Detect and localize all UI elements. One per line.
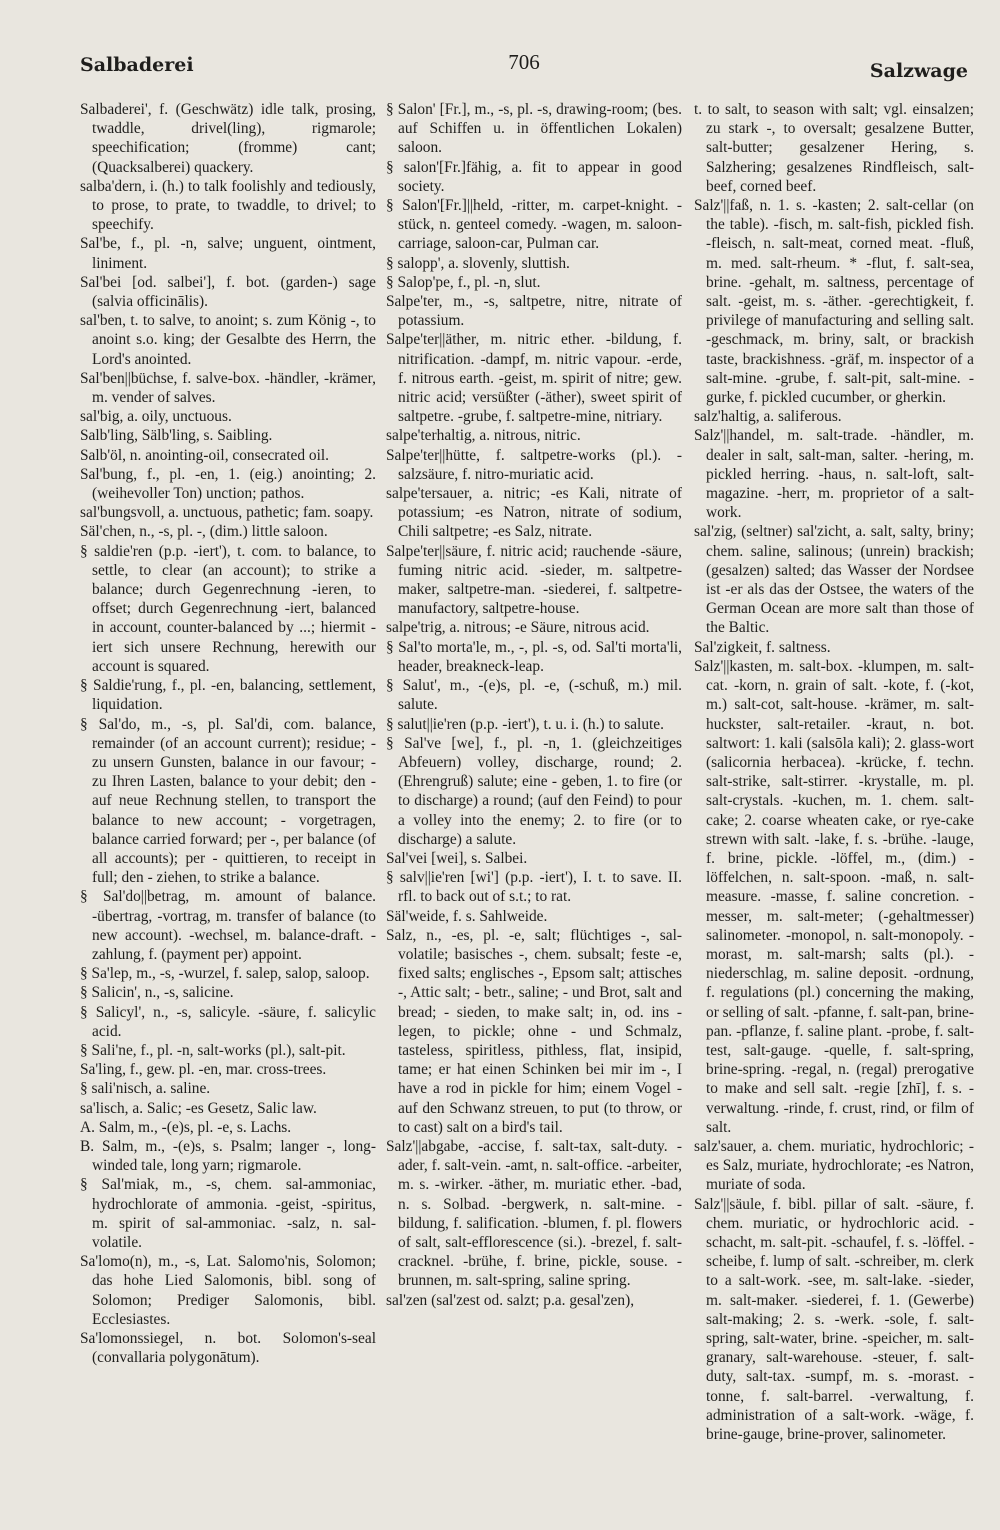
dictionary-entry: Sal'bung, f., pl. -en, 1. (eig.) anointing; 2. (weihevoller Ton) unction; pathos. bbox=[80, 465, 376, 503]
dictionary-entry: salpe'trig, a. nitrous; -e Säure, nitrous acid. bbox=[386, 619, 650, 637]
dictionary-entry: Sa'ling, f., gew. pl. -en, mar. cross-trees. bbox=[80, 1061, 327, 1079]
dictionary-entry: salz'haltig, a. saliferous. bbox=[694, 408, 842, 426]
dictionary-entry: Sal'bei [od. salbei'], f. bot. (garden-) sage (salvia officinālis). bbox=[80, 273, 376, 311]
dictionary-entry: § Salicin', n., -s, salicine. bbox=[80, 984, 234, 1002]
dictionary-entry: § salopp', a. slovenly, sluttish. bbox=[386, 254, 570, 272]
dictionary-entry: Salbaderei', f. (Geschwätz) idle talk, prosing, twaddle, drivel(ling), rigmarole; speechification; (fromme) cant; (Quacksalberei) quackery. bbox=[80, 101, 376, 176]
dictionary-entry: § Sali'ne, f., pl. -n, salt-works (pl.), salt-pit. bbox=[80, 1041, 346, 1059]
dictionary-entry: salpe'tersauer, a. nitric; -es Kali, nitrate of potassium; -es Natron, nitrate of sodium, Chili saltpetre; -es Salz, nitrate. bbox=[386, 485, 682, 541]
dictionary-entry: salz'sauer, a. chem. muriatic, hydrochloric; -es Salz, muriate, hydrochlorate; -es Natron, muriate of soda. bbox=[694, 1137, 974, 1194]
dictionary-entry: Säl'chen, n., -s, pl. -, (dim.) little saloon. bbox=[80, 523, 328, 541]
dictionary-entry: Salpe'ter||säure, f. nitric acid; rauchende -säure, fuming nitric acid. -sieder, m. saltpetre-maker, saltpetre-man. -siederei, f. saltpetre-manufactory, saltpetre-house. bbox=[386, 542, 682, 618]
page-header bbox=[80, 50, 968, 86]
dictionary-entry: Salpe'ter||hütte, f. saltpetre-works (pl.). -salzsäure, f. nitro-muriatic acid. bbox=[386, 446, 682, 483]
dictionary-entry: t. to salt, to season with salt; vgl. einsalzen; zu stark -, to oversalt; gesalzene Butter, salt-butter; gesalzener Hering, s. Salzhering; gesalzenes Rindfleisch, salt-beef, corned beef. bbox=[694, 101, 974, 195]
header-right-guide-word: Salzwage bbox=[869, 60, 968, 82]
dictionary-entry: § Sal'to morta'le, m., -, pl. -s, od. Sal'ti morta'li, header, breakneck-leap. bbox=[386, 638, 682, 675]
column-3 bbox=[694, 100, 974, 1444]
dictionary-entry: § Salicyl', n., -s, salicyle. -säure, f. salicylic acid. bbox=[80, 1003, 376, 1040]
dictionary-entry: sal'ben, t. to salve, to anoint; s. zum König -, to anoint s.o. king; der Gesalbte des Herrn, the Lord's anointed. bbox=[80, 312, 376, 368]
dictionary-entry: sa'lisch, a. Salic; -es Gesetz, Salic law. bbox=[80, 1099, 317, 1117]
dictionary-entry: § sali'nisch, a. saline. bbox=[80, 1080, 211, 1098]
dictionary-entry: sal'big, a. oily, unctuous. bbox=[80, 408, 232, 426]
dictionary-entry: Sal'vei [wei], s. Salbei. bbox=[386, 849, 528, 867]
dictionary-entry: § Sal'do, m., -s, pl. Sal'di, com. balance, remainder (of an account current); residue; - zu unsern Gunsten, balance in our favour; - zu Ihren Lasten, balance to your debit; den - auf neue Rechnung stellen, to transport the balance to new account; - vorgetragen, balance carried forward; per -, per balance (of all accounts); per - quittieren, to receipt in full; den - ziehen, to strike a balance. bbox=[80, 715, 376, 887]
dictionary-entry: § Saldie'rung, f., pl. -en, balancing, settlement, liquidation. bbox=[80, 677, 376, 714]
page-number: 706 bbox=[508, 50, 540, 74]
dictionary-entry: § Salon'[Fr.]||held, -ritter, m. carpet-knight. -stück, n. genteel comedy. -wagen, m. saloon-carriage, saloon-car, Pulman car. bbox=[386, 197, 682, 253]
dictionary-entry: sal'zig, (seltner) sal'zicht, a. salt, salty, briny; chem. saline, salinous; (unrein) brackish; (gesalzen) salted; das Wasser der Nordsee ist -er als das der Ostsee, the waters of the German Ocean are more salt than those of the Baltic. bbox=[694, 523, 974, 637]
dictionary-entry: salba'dern, i. (h.) to talk foolishly and tediously, to prose, to prate, to twaddle, to drivel; to speechify. bbox=[80, 177, 376, 234]
dictionary-entry: § Salon' [Fr.], m., -s, pl. -s, drawing-room; (bes. auf Schiffen u. in öffentlichen Lokalen) saloon. bbox=[386, 101, 682, 157]
dictionary-entry: Sal'ben||büchse, f. salve-box. -händler, -krämer, m. vender of salves. bbox=[80, 369, 376, 407]
dictionary-entry: Salpe'ter, m., -s, saltpetre, nitre, nitrate of potassium. bbox=[386, 293, 682, 330]
dictionary-entry: salpe'terhaltig, a. nitrous, nitric. bbox=[386, 427, 581, 445]
dictionary-entry: § Sal'miak, m., -s, chem. sal-ammoniac, hydrochlorate of ammonia. -geist, -spiritus, m. spirit of sal-ammoniac. -salz, n. sal-volatile. bbox=[80, 1176, 376, 1251]
dictionary-entry: § salut||ie'ren (p.p. -iert'), t. u. i. (h.) to salute. bbox=[386, 715, 664, 733]
header-left-guide-word: Salbaderei bbox=[80, 54, 194, 76]
dictionary-entry: Sa'lomonssiegel, n. bot. Solomon's-seal (convallaria polygonātum). bbox=[80, 1330, 376, 1367]
dictionary-entry: § Sal'do||betrag, m. amount of balance. -übertrag, -vortrag, m. transfer of balance (to new account). -wechsel, m. balance-draft. -zahlung, f. (payment per) appoint. bbox=[80, 888, 376, 963]
dictionary-entry: Salz'||handel, m. salt-trade. -händler, m. dealer in salt, salt-man, salter. -hering, m. pickled herring. -haus, n. salt-loft, salt-magazine. -herr, m. proprietor of a salt-work. bbox=[694, 427, 974, 522]
dictionary-entry: A. Salm, m., -(e)s, pl. -e, s. Lachs. bbox=[80, 1118, 292, 1136]
dictionary-entry: B. Salm, m., -(e)s, s. Psalm; langer -, long-winded tale, long yarn; rigmarole. bbox=[80, 1137, 376, 1175]
column-1 bbox=[80, 100, 376, 1367]
dictionary-entry: § Salut', m., -(e)s, pl. -e, (-schuß, m.) mil. salute. bbox=[386, 677, 682, 714]
dictionary-entry: Salz'||faß, n. 1. s. -kasten; 2. salt-cellar (on the table). -fisch, m. salt-fish, pickled fish. -fleisch, n. salt-meat, corned meat. -fluß, m. med. salt-rheum. * -flut, f. salt-sea, brine. -gehalt, m. saltness, percentage of salt. -geist, m. s. -äther. -gerechtigkeit, f. privilege of manufacturing and selling salt. -geschmack, m. briny, salt, or brackish taste, brackishness. -gräf, m. inspector of a salt-mine. -grube, f. salt-pit, salt-mine. -gurke, f. pickled cucumber, or gherkin. bbox=[694, 197, 974, 407]
dictionary-entry: Salb'öl, n. anointing-oil, consecrated oil. bbox=[80, 446, 329, 464]
dictionary-entry: Sal'zigkeit, f. saltness. bbox=[694, 638, 831, 656]
dictionary-entry: § salon'[Fr.]fähig, a. fit to appear in good society. bbox=[386, 158, 682, 195]
dictionary-entry: sal'bungsvoll, a. unctuous, pathetic; fam. soapy. bbox=[80, 504, 374, 522]
dictionary-entry: Salz'||abgabe, -accise, f. salt-tax, salt-duty. -ader, f. salt-vein. -amt, n. salt-office. -arbeiter, m. s. -wirker. -äther, m. muriatic ether. -bad, n. s. Solbad. -bergwerk, n. salt-mine. -bildung, f. salification. -blumen, f. pl. flowers of salt, salt-efflorescence (si.). -brezel, f. salt-cracknel. -brühe, f. brine, pickle, souse. -brunnen, m. salt-spring, saline spring. bbox=[386, 1137, 682, 1290]
dictionary-entry: Salb'ling, Sälb'ling, s. Saibling. bbox=[80, 427, 273, 445]
dictionary-entry: Salz'||kasten, m. salt-box. -klumpen, m. salt-cat. -korn, n. grain of salt. -kote, f. (-kot, m.) salt-cot, salt-house. -krämer, m. salt-huckster, salt-retailer. -kraut, n. bot. saltwort: 1. kali (salsōla kali); 2. glass-wort (salicornia herbacea). -krücke, f. techn. salt-strike, salt-stirrer. -krystalle, m. pl. salt-crystals. -kuchen, m. 1. chem. salt-cake; 2. coarse wheaten cake, or rye-cake strewn with salt. -lake, f. s. -brühe. -lauge, f. brine, pickle. -löffel, m., (dim.) -löffelchen, n. salt-spoon. -maß, n. salt-measure. -masse, f. saline concretion. -messer, m. salt-meter; (-gehaltmesser) salinometer. -monopol, n. salt-monopoly. -morast, m. salt-marsh; salts (pl.). -niederschlag, m. saline deposit. -ordnung, f. regulations (pl.) concerning the making, or selling of salt. -pfanne, f. salt-pan, brine-pan. -pflanze, f. saline plant. -probe, f. salt-test, salt-gauge. -quelle, f. salt-spring, brine-spring. -regal, n. (regal) prerogative to make and sell salt. -regie [zhī], f. s. -verwaltung. -rinde, f. crust, rind, or film of salt. bbox=[694, 657, 974, 1136]
dictionary-entry: § Sal've [we], f., pl. -n, 1. (gleichzeitiges Abfeuern) volley, discharge, round; 2. (Ehrengruß) salute; eine - geben, 1. to fire (or to discharge) a round; (auf den Feind) to pour a volley into the enemy; 2. to fire (or to discharge) a salute. bbox=[386, 734, 682, 848]
dictionary-entry: sal'zen (sal'zest od. salzt; p.a. gesal'zen), bbox=[386, 1291, 635, 1309]
dictionary-entry: § salv||ie'ren [wi'] (p.p. -iert'), I. t. to save. II. rfl. to back out of s.t.; to rat. bbox=[386, 869, 682, 906]
dictionary-entry: Säl'weide, f. s. Sahlweide. bbox=[386, 907, 548, 925]
dictionary-entry: Sa'lomo(n), m., -s, Lat. Salomo'nis, Solomon; das hohe Lied Salomonis, bibl. song of Solomon; Prediger Salomonis, bibl. Ecclesiastes. bbox=[80, 1253, 376, 1328]
dictionary-entry: Salpe'ter||äther, m. nitric ether. -bildung, f. nitrification. -dampf, m. nitric vapour. -erde, f. nitrous earth. -geist, m. spirit of nitre; gew. nitric acid; versüßter (-äther), sweet spirit of saltpetre. -grube, f. saltpetre-mine, nitriary. bbox=[386, 331, 682, 426]
dictionary-entry: Salz'||säule, f. bibl. pillar of salt. -säure, f. chem. muriatic, or hydrochloric acid. -schacht, m. salt-pit. -schaufel, f. s. -löffel. -scheibe, f. lump of salt. -schreiber, m. clerk to a salt-work. -see, m. salt-lake. -sieder, m. salt-maker. -siederei, f. 1. (Gewerbe) salt-making; 2. s. -werk. -sole, f. salt-spring, salt-water, brine. -speicher, m. salt-granary, salt-warehouse. -steuer, f. salt-duty, salt-tax. -sumpf, m. s. -morast. -tonne, f. salt-barrel. -verwaltung, f. administration of a salt-work. -wäge, f. brine-gauge, brine-prover, salinometer. bbox=[694, 1195, 974, 1444]
column-2 bbox=[386, 100, 682, 1310]
dictionary-entry: § Salop'pe, f., pl. -n, slut. bbox=[386, 273, 541, 291]
dictionary-entry: § saldie'ren (p.p. -iert'), t. com. to balance, to settle, to clear (an account); to strike a balance; durch Gegenrechnung -ieren, to offset; durch Gegenrechnung -iert, balanced in account, counter-balanced by ...; hiermit -iert sich unsere Rechnung, herewith our account is squared. bbox=[80, 542, 376, 675]
dictionary-entry: Sal'be, f., pl. -n, salve; unguent, ointment, liniment. bbox=[80, 235, 376, 272]
dictionary-entry: § Sa'lep, m., -s, -wurzel, f. salep, salop, saloop. bbox=[80, 965, 370, 983]
dictionary-entry: Salz, n., -es, pl. -e, salt; flüchtiges -, sal-volatile; basisches -, chem. subsalt; feste -e, fixed salts; englisches -, Epsom salt; attisches -, Attic salt; - betr., saline; - und Brot, salt and bread; - sieden, to make salt; in, od. ins - legen, to pickle; ohne - und Schmalz, tasteless, spiritless, pithless, flat, insipid, tame; er hat einen Schinken bei mir im -, I have a rod in pickle for him; einem Vogel - auf den Schwanz streuen, to put (to throw, or to cast) salt on a bird's tail. bbox=[386, 926, 682, 1136]
